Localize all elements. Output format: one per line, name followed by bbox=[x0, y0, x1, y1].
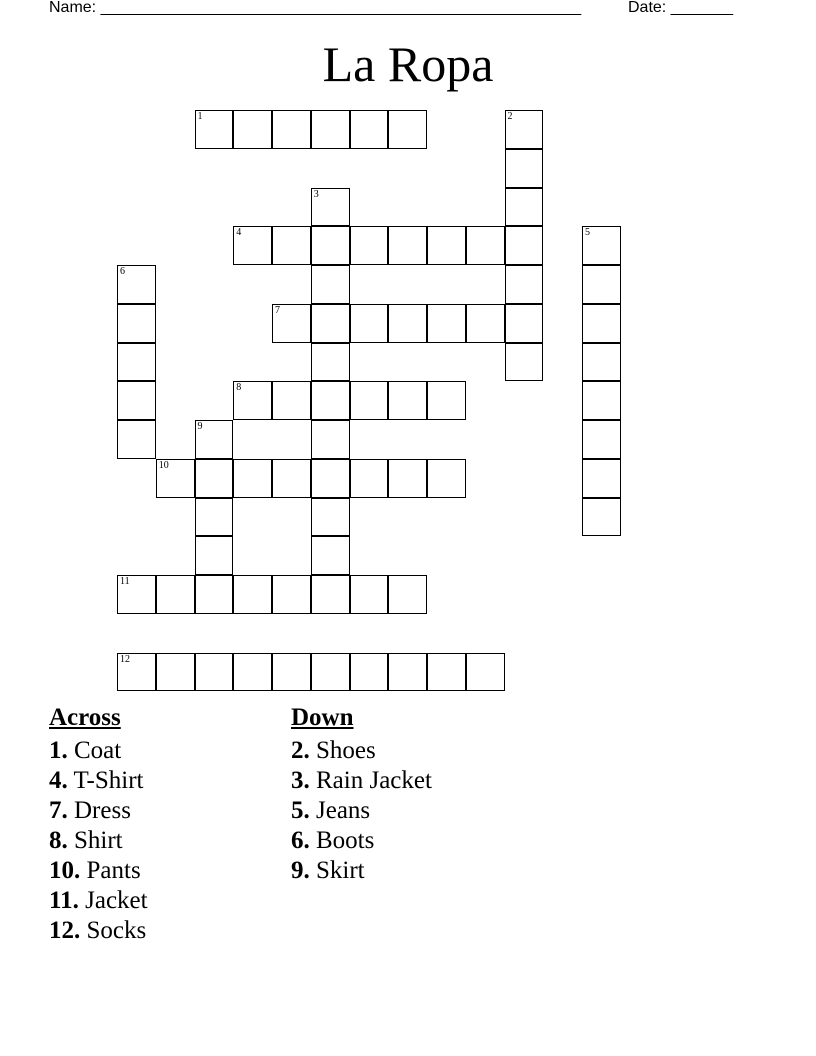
across-clue bbox=[49, 856, 148, 886]
crossword-cell[interactable] bbox=[582, 498, 621, 537]
down-clue bbox=[291, 856, 432, 886]
clue-number-label: 4 bbox=[236, 227, 242, 239]
clue-number-label: 8 bbox=[236, 382, 242, 394]
crossword-cell[interactable] bbox=[311, 420, 350, 459]
crossword-cell[interactable] bbox=[311, 575, 350, 614]
clue-text: Pants bbox=[80, 857, 141, 884]
crossword-cell[interactable] bbox=[427, 459, 466, 498]
crossword-cell[interactable] bbox=[582, 226, 621, 265]
crossword-cell[interactable] bbox=[272, 459, 311, 498]
crossword-cell[interactable] bbox=[311, 459, 350, 498]
crossword-cell[interactable] bbox=[427, 653, 466, 692]
crossword-cell[interactable] bbox=[117, 420, 156, 459]
crossword-cell[interactable] bbox=[505, 265, 544, 304]
clue-text: Dress bbox=[67, 797, 131, 824]
crossword-cell[interactable] bbox=[272, 110, 311, 149]
crossword-cell[interactable] bbox=[117, 653, 156, 692]
crossword-cell[interactable] bbox=[388, 653, 427, 692]
crossword-cell[interactable] bbox=[195, 575, 234, 614]
crossword-cell[interactable] bbox=[311, 653, 350, 692]
crossword-cell[interactable] bbox=[272, 653, 311, 692]
crossword-cell[interactable] bbox=[350, 226, 389, 265]
crossword-cell[interactable] bbox=[117, 575, 156, 614]
clue-number: 11. bbox=[49, 887, 79, 914]
crossword-cell[interactable] bbox=[156, 459, 195, 498]
clue-number: 10. bbox=[49, 857, 81, 884]
clue-number: 9. bbox=[291, 857, 310, 884]
clue-number-label: 9 bbox=[197, 421, 203, 432]
clue-text: Shirt bbox=[67, 827, 123, 854]
clue-text: Rain Jacket bbox=[309, 767, 432, 794]
crossword-cell[interactable] bbox=[350, 653, 389, 692]
crossword-cell[interactable] bbox=[466, 226, 505, 265]
clue-number: 1. bbox=[49, 737, 68, 764]
crossword-cell[interactable] bbox=[272, 304, 311, 343]
down-heading: Down bbox=[291, 704, 354, 731]
crossword-cell[interactable] bbox=[311, 188, 350, 227]
crossword-cell[interactable] bbox=[582, 304, 621, 343]
crossword-cell[interactable] bbox=[311, 536, 350, 575]
down-clue bbox=[291, 826, 432, 856]
crossword-cell[interactable] bbox=[350, 575, 389, 614]
clue-text: Boots bbox=[309, 827, 375, 854]
clue-text: Coat bbox=[67, 737, 122, 764]
clue-text: Jacket bbox=[78, 887, 148, 914]
crossword-cell[interactable] bbox=[117, 381, 156, 420]
crossword-cell[interactable] bbox=[195, 536, 234, 575]
across-clue bbox=[49, 736, 148, 766]
clue-number-label: 11 bbox=[120, 576, 130, 587]
clue-number-label: 2 bbox=[507, 111, 513, 122]
clue-text: Jeans bbox=[309, 797, 371, 824]
clue-number-label: 3 bbox=[313, 188, 319, 200]
crossword-cell[interactable] bbox=[505, 343, 544, 382]
crossword-cell[interactable] bbox=[311, 381, 350, 420]
crossword-cell[interactable] bbox=[117, 343, 156, 382]
crossword-cell[interactable] bbox=[582, 459, 621, 498]
across-clue bbox=[49, 766, 148, 796]
crossword-cell[interactable] bbox=[233, 226, 272, 265]
crossword-cell[interactable] bbox=[505, 149, 544, 188]
crossword-cell[interactable] bbox=[505, 304, 544, 343]
clue-number-label: 10 bbox=[158, 459, 169, 471]
crossword-cell[interactable] bbox=[350, 381, 389, 420]
down-clue bbox=[291, 736, 432, 766]
name-field: Name: ______________________________________________________ bbox=[49, 0, 582, 16]
down-clue bbox=[291, 796, 432, 826]
crossword-cell[interactable] bbox=[233, 381, 272, 420]
crossword-cell[interactable] bbox=[117, 304, 156, 343]
crossword-cell[interactable] bbox=[311, 226, 350, 265]
crossword-cell[interactable] bbox=[582, 343, 621, 382]
crossword-cell[interactable] bbox=[156, 575, 195, 614]
crossword-cell[interactable] bbox=[311, 498, 350, 537]
clue-number: 7. bbox=[49, 797, 68, 824]
crossword-cell[interactable] bbox=[466, 304, 505, 343]
across-clue bbox=[49, 826, 148, 856]
clue-number: 2. bbox=[291, 737, 310, 764]
crossword-cell[interactable] bbox=[582, 265, 621, 304]
crossword-cell[interactable] bbox=[388, 459, 427, 498]
crossword-cell[interactable] bbox=[505, 188, 544, 227]
crossword-cell[interactable] bbox=[388, 226, 427, 265]
crossword-cell[interactable] bbox=[233, 575, 272, 614]
crossword-cell[interactable] bbox=[195, 110, 234, 149]
clue-number: 8. bbox=[49, 827, 68, 854]
clue-number: 4. bbox=[49, 767, 68, 794]
crossword-cell[interactable] bbox=[233, 653, 272, 692]
clue-number-label: 7 bbox=[275, 304, 280, 316]
crossword-cell[interactable] bbox=[195, 459, 234, 498]
crossword-cell[interactable] bbox=[195, 420, 234, 459]
date-field: Date: _______ bbox=[628, 0, 733, 16]
crossword-cell[interactable] bbox=[272, 381, 311, 420]
clue-text: Skirt bbox=[309, 857, 365, 884]
crossword-cell[interactable] bbox=[156, 653, 195, 692]
crossword-cell[interactable] bbox=[427, 381, 466, 420]
crossword-cell[interactable] bbox=[466, 653, 505, 692]
clue-text: Shoes bbox=[309, 737, 376, 764]
across-heading: Across bbox=[49, 704, 121, 731]
crossword-cell[interactable] bbox=[311, 304, 350, 343]
crossword-cell[interactable] bbox=[388, 110, 427, 149]
clue-number-label: 12 bbox=[120, 653, 130, 665]
crossword-cell[interactable] bbox=[388, 575, 427, 614]
crossword-cell[interactable] bbox=[350, 110, 389, 149]
clue-number-label: 1 bbox=[197, 111, 203, 122]
crossword-cell[interactable] bbox=[505, 110, 544, 149]
crossword-cell[interactable] bbox=[195, 653, 234, 692]
clue-text: T-Shirt bbox=[67, 767, 144, 794]
clue-number: 12. bbox=[49, 917, 81, 944]
crossword-cell[interactable] bbox=[195, 498, 234, 537]
crossword-cell[interactable] bbox=[311, 110, 350, 149]
crossword-cell[interactable] bbox=[350, 304, 389, 343]
crossword-cell[interactable] bbox=[427, 226, 466, 265]
crossword-cell[interactable] bbox=[233, 110, 272, 149]
across-clue bbox=[49, 796, 148, 826]
clue-number-label: 5 bbox=[585, 227, 590, 239]
clue-number: 3. bbox=[291, 767, 310, 794]
across-clue bbox=[49, 916, 148, 946]
down-clue bbox=[291, 766, 432, 796]
crossword-cell[interactable] bbox=[233, 459, 272, 498]
crossword-cell[interactable] bbox=[350, 459, 389, 498]
crossword-cell[interactable] bbox=[311, 343, 350, 382]
crossword-cell[interactable] bbox=[388, 381, 427, 420]
crossword-cell[interactable] bbox=[427, 304, 466, 343]
crossword-cell[interactable] bbox=[505, 226, 544, 265]
crossword-cell[interactable] bbox=[311, 265, 350, 304]
clue-number-label: 6 bbox=[120, 266, 125, 277]
crossword-cell[interactable] bbox=[388, 304, 427, 343]
crossword-cell[interactable] bbox=[582, 420, 621, 459]
clue-text: Socks bbox=[80, 917, 147, 944]
across-clue bbox=[49, 886, 148, 916]
down-clues bbox=[291, 703, 432, 886]
crossword-cell[interactable] bbox=[582, 381, 621, 420]
across-clues bbox=[49, 703, 148, 946]
crossword-cell[interactable] bbox=[272, 575, 311, 614]
page-title: La Ropa bbox=[322, 36, 494, 92]
clue-number: 6. bbox=[291, 827, 310, 854]
crossword-cell[interactable] bbox=[117, 265, 156, 304]
clue-number: 5. bbox=[291, 797, 310, 824]
crossword-cell[interactable] bbox=[272, 226, 311, 265]
